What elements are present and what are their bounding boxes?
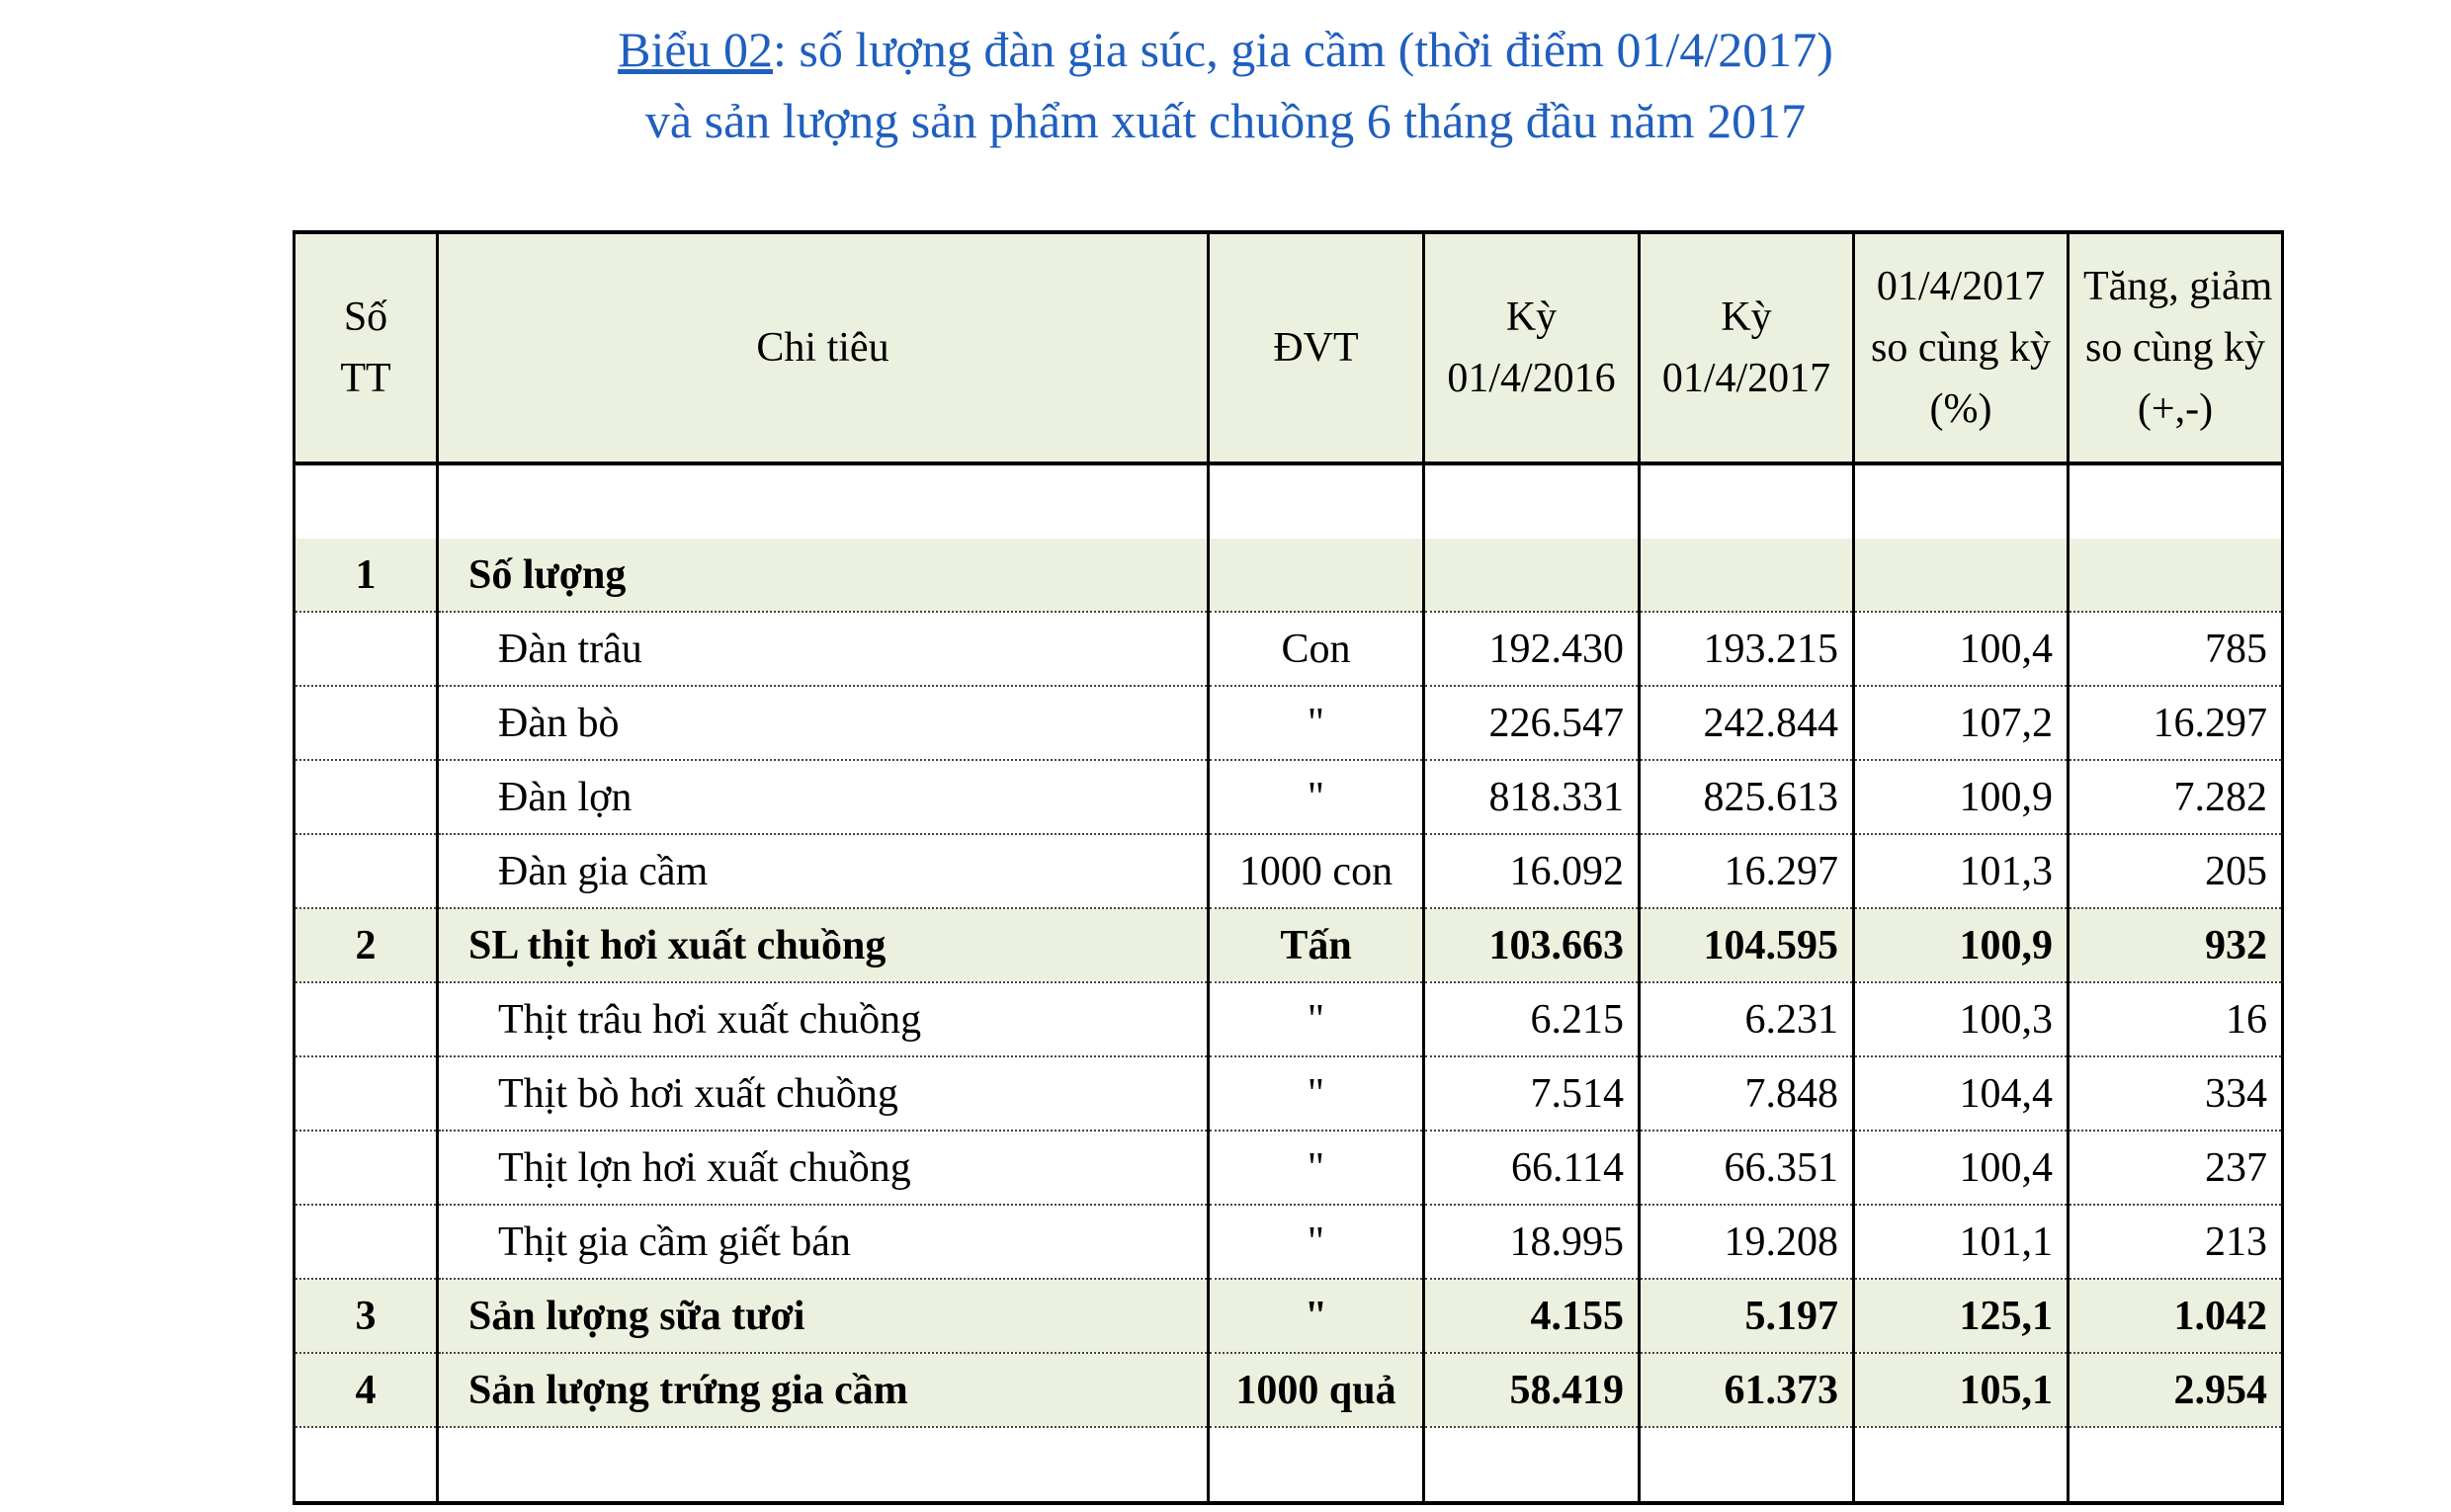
cell-unit: Tấn bbox=[1209, 908, 1424, 982]
cell-stt: 4 bbox=[295, 1353, 438, 1427]
cell-2016: 66.114 bbox=[1424, 1131, 1640, 1205]
cell-2017: 5.197 bbox=[1640, 1279, 1854, 1353]
cell-stt bbox=[295, 982, 438, 1056]
title-line-1-text: : số lượng đàn gia súc, gia cầm (thời điểm 01/4/2017) bbox=[773, 22, 1833, 77]
cell-2017: 104.595 bbox=[1640, 908, 1854, 982]
cell-change: 1.042 bbox=[2069, 1279, 2283, 1353]
cell-unit: " bbox=[1209, 760, 1424, 834]
livestock-table bbox=[293, 230, 2284, 1505]
cell-percent: 100,4 bbox=[1854, 1131, 2069, 1205]
cell-stt: 3 bbox=[295, 1279, 438, 1353]
cell-name: SL thịt hơi xuất chuồng bbox=[438, 908, 1209, 982]
cell-2016: 4.155 bbox=[1424, 1279, 1640, 1353]
cell-unit bbox=[1209, 539, 1424, 612]
table-row bbox=[295, 908, 2283, 982]
table-row bbox=[295, 760, 2283, 834]
table-row bbox=[295, 982, 2283, 1056]
cell-percent: 100,4 bbox=[1854, 612, 2069, 686]
cell-2016: 226.547 bbox=[1424, 686, 1640, 760]
title-line-2: và sản lượng sản phẩm xuất chuồng 6 tháng đầu năm 2017 bbox=[644, 93, 1807, 148]
cell-change: 205 bbox=[2069, 834, 2283, 908]
cell-stt bbox=[295, 760, 438, 834]
cell-name: Đàn trâu bbox=[438, 612, 1209, 686]
header-stt: Số TT bbox=[295, 232, 438, 463]
header-ky-2017: Kỳ 01/4/2017 bbox=[1640, 232, 1854, 463]
cell-stt: 1 bbox=[295, 539, 438, 612]
cell-percent: 101,3 bbox=[1854, 834, 2069, 908]
cell-name: Đàn lợn bbox=[438, 760, 1209, 834]
spacer-row bbox=[295, 1427, 2283, 1503]
header-dvt: ĐVT bbox=[1209, 232, 1424, 463]
cell-change: 932 bbox=[2069, 908, 2283, 982]
cell-2016: 7.514 bbox=[1424, 1056, 1640, 1131]
cell-percent: 100,9 bbox=[1854, 908, 2069, 982]
cell-2017: 242.844 bbox=[1640, 686, 1854, 760]
cell-percent: 100,9 bbox=[1854, 760, 2069, 834]
cell-change: 2.954 bbox=[2069, 1353, 2283, 1427]
cell-percent: 107,2 bbox=[1854, 686, 2069, 760]
table-row bbox=[295, 1279, 2283, 1353]
cell-2016 bbox=[1424, 539, 1640, 612]
title-label: Biểu 02 bbox=[618, 22, 774, 77]
table-header-row bbox=[295, 232, 2283, 463]
table-row bbox=[295, 834, 2283, 908]
cell-unit: " bbox=[1209, 982, 1424, 1056]
cell-stt bbox=[295, 1205, 438, 1279]
cell-change bbox=[2069, 539, 2283, 612]
cell-change: 334 bbox=[2069, 1056, 2283, 1131]
cell-percent: 101,1 bbox=[1854, 1205, 2069, 1279]
cell-2017: 825.613 bbox=[1640, 760, 1854, 834]
spacer-row bbox=[295, 463, 2283, 539]
cell-change: 7.282 bbox=[2069, 760, 2283, 834]
cell-2017: 61.373 bbox=[1640, 1353, 1854, 1427]
cell-percent: 104,4 bbox=[1854, 1056, 2069, 1131]
cell-2016: 103.663 bbox=[1424, 908, 1640, 982]
cell-name: Thịt lợn hơi xuất chuồng bbox=[438, 1131, 1209, 1205]
title-line-1 bbox=[0, 14, 2451, 85]
cell-2017: 193.215 bbox=[1640, 612, 1854, 686]
cell-change: 16 bbox=[2069, 982, 2283, 1056]
cell-percent: 125,1 bbox=[1854, 1279, 2069, 1353]
header-percent: 01/4/2017 so cùng kỳ (%) bbox=[1854, 232, 2069, 463]
cell-unit: " bbox=[1209, 1056, 1424, 1131]
table-row bbox=[295, 1056, 2283, 1131]
cell-2016: 18.995 bbox=[1424, 1205, 1640, 1279]
cell-2016: 16.092 bbox=[1424, 834, 1640, 908]
cell-stt bbox=[295, 834, 438, 908]
cell-2017: 66.351 bbox=[1640, 1131, 1854, 1205]
header-change: Tăng, giảm so cùng kỳ (+,-) bbox=[2069, 232, 2283, 463]
table-row bbox=[295, 1131, 2283, 1205]
cell-name: Đàn gia cầm bbox=[438, 834, 1209, 908]
cell-name: Số lượng bbox=[438, 539, 1209, 612]
cell-stt bbox=[295, 1056, 438, 1131]
cell-name: Thịt trâu hơi xuất chuồng bbox=[438, 982, 1209, 1056]
cell-2017: 6.231 bbox=[1640, 982, 1854, 1056]
cell-unit: " bbox=[1209, 1205, 1424, 1279]
table-row bbox=[295, 612, 2283, 686]
cell-unit: 1000 con bbox=[1209, 834, 1424, 908]
cell-2017: 19.208 bbox=[1640, 1205, 1854, 1279]
cell-change: 213 bbox=[2069, 1205, 2283, 1279]
cell-2016: 6.215 bbox=[1424, 982, 1640, 1056]
cell-2016: 58.419 bbox=[1424, 1353, 1640, 1427]
cell-percent bbox=[1854, 539, 2069, 612]
cell-percent: 100,3 bbox=[1854, 982, 2069, 1056]
cell-unit: 1000 quả bbox=[1209, 1353, 1424, 1427]
table-row bbox=[295, 686, 2283, 760]
cell-2017: 7.848 bbox=[1640, 1056, 1854, 1131]
cell-unit: " bbox=[1209, 1131, 1424, 1205]
cell-unit: Con bbox=[1209, 612, 1424, 686]
header-chi-tieu: Chi tiêu bbox=[438, 232, 1209, 463]
cell-change: 785 bbox=[2069, 612, 2283, 686]
cell-stt bbox=[295, 686, 438, 760]
cell-name: Sản lượng sữa tươi bbox=[438, 1279, 1209, 1353]
cell-unit: " bbox=[1209, 1279, 1424, 1353]
cell-2016: 818.331 bbox=[1424, 760, 1640, 834]
cell-stt bbox=[295, 1131, 438, 1205]
cell-unit: " bbox=[1209, 686, 1424, 760]
table-row bbox=[295, 1205, 2283, 1279]
cell-2017: 16.297 bbox=[1640, 834, 1854, 908]
cell-name: Thịt gia cầm giết bán bbox=[438, 1205, 1209, 1279]
cell-2017 bbox=[1640, 539, 1854, 612]
table-row bbox=[295, 1353, 2283, 1427]
report-title bbox=[0, 14, 2451, 156]
header-ky-2016: Kỳ 01/4/2016 bbox=[1424, 232, 1640, 463]
cell-2016: 192.430 bbox=[1424, 612, 1640, 686]
cell-name: Thịt bò hơi xuất chuồng bbox=[438, 1056, 1209, 1131]
cell-name: Sản lượng trứng gia cầm bbox=[438, 1353, 1209, 1427]
cell-percent: 105,1 bbox=[1854, 1353, 2069, 1427]
cell-change: 237 bbox=[2069, 1131, 2283, 1205]
cell-stt bbox=[295, 612, 438, 686]
cell-stt: 2 bbox=[295, 908, 438, 982]
cell-change: 16.297 bbox=[2069, 686, 2283, 760]
table-row bbox=[295, 539, 2283, 612]
cell-name: Đàn bò bbox=[438, 686, 1209, 760]
